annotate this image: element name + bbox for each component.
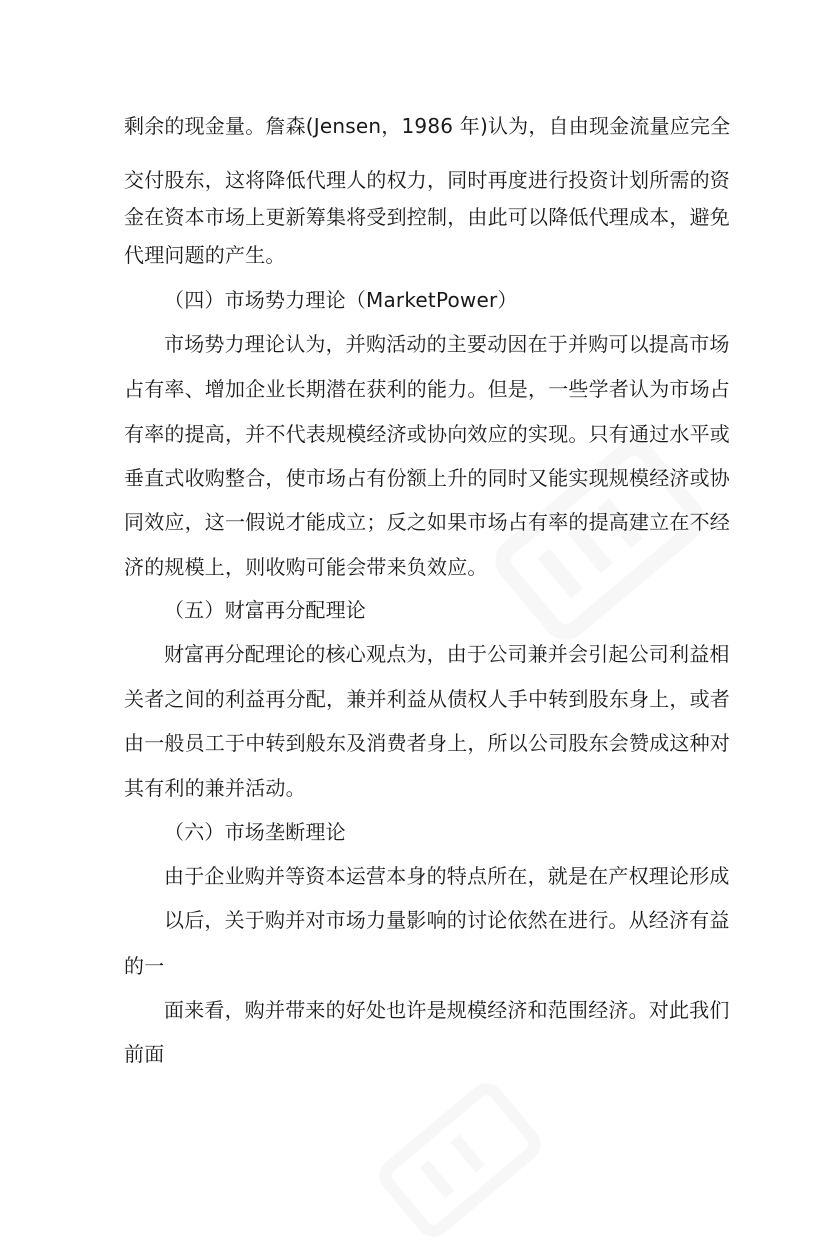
paragraph-line: 同效应，这一假说才能成立；反之如果市场占有率的提高建立在不经 — [124, 510, 730, 534]
paragraph-line: 由于企业购并等资本运营本身的特点所在，就是在产权理论形成 — [164, 864, 730, 888]
paragraph-line: 代理问题的产生。 — [124, 243, 286, 267]
paragraph-line: 以后，关于购并对市场力量影响的讨论依然在进行。从经济有益 — [164, 908, 730, 932]
paragraph-line: 占有率、增加企业长期潜在获利的能力。但是，一些学者认为市场占 — [124, 377, 730, 401]
paragraph-line: 垂直式收购整合，使市场占有份额上升的同时又能实现规模经济或协 — [124, 466, 730, 490]
section-heading: （四）市场势力理论（MarketPower） — [164, 288, 518, 312]
paragraph-line: 剩余的现金量。詹森(Jensen，1986 年)认为，自由现金流量应完全 — [124, 114, 731, 138]
paragraph-line: 其有利的兼并活动。 — [124, 776, 306, 800]
paragraph-line: 有率的提高，并不代表规模经济或协向效应的实现。只有通过水平或 — [124, 422, 730, 446]
section-heading: （六）市场垄断理论 — [164, 820, 346, 844]
paragraph-line: 前面 — [124, 1042, 165, 1066]
paragraph-line: 济的规模上，则收购可能会带来负效应。 — [124, 555, 488, 579]
paragraph-line: 市场势力理论认为，并购活动的主要动因在于并购可以提高市场 — [164, 332, 730, 356]
paragraph-line: 面来看，购并带来的好处也许是规模经济和范围经济。对此我们 — [164, 998, 730, 1022]
watermark-icon — [360, 1060, 560, 1260]
paragraph-line: 由一般员工于中转到般东及消费者身上，所以公司股东会赞成这种对 — [124, 731, 730, 755]
paragraph-line: 的一 — [124, 954, 165, 978]
paragraph-line: 交付股东，这将降低代理人的权力，同时再度进行投资计划所需的资 — [124, 168, 730, 192]
section-heading: （五）财富再分配理论 — [164, 598, 366, 622]
paragraph-line: 金在资本市场上更新筹集将受到控制，由此可以降低代理成本，避免 — [124, 205, 730, 229]
paragraph-line: 财富再分配理论的核心观点为，由于公司兼并会引起公司利益相 — [164, 642, 730, 666]
watermark-icon — [470, 410, 730, 670]
paragraph-line: 关者之间的利益再分配，兼并利益从债权人手中转到股东身上，或者 — [124, 687, 730, 711]
